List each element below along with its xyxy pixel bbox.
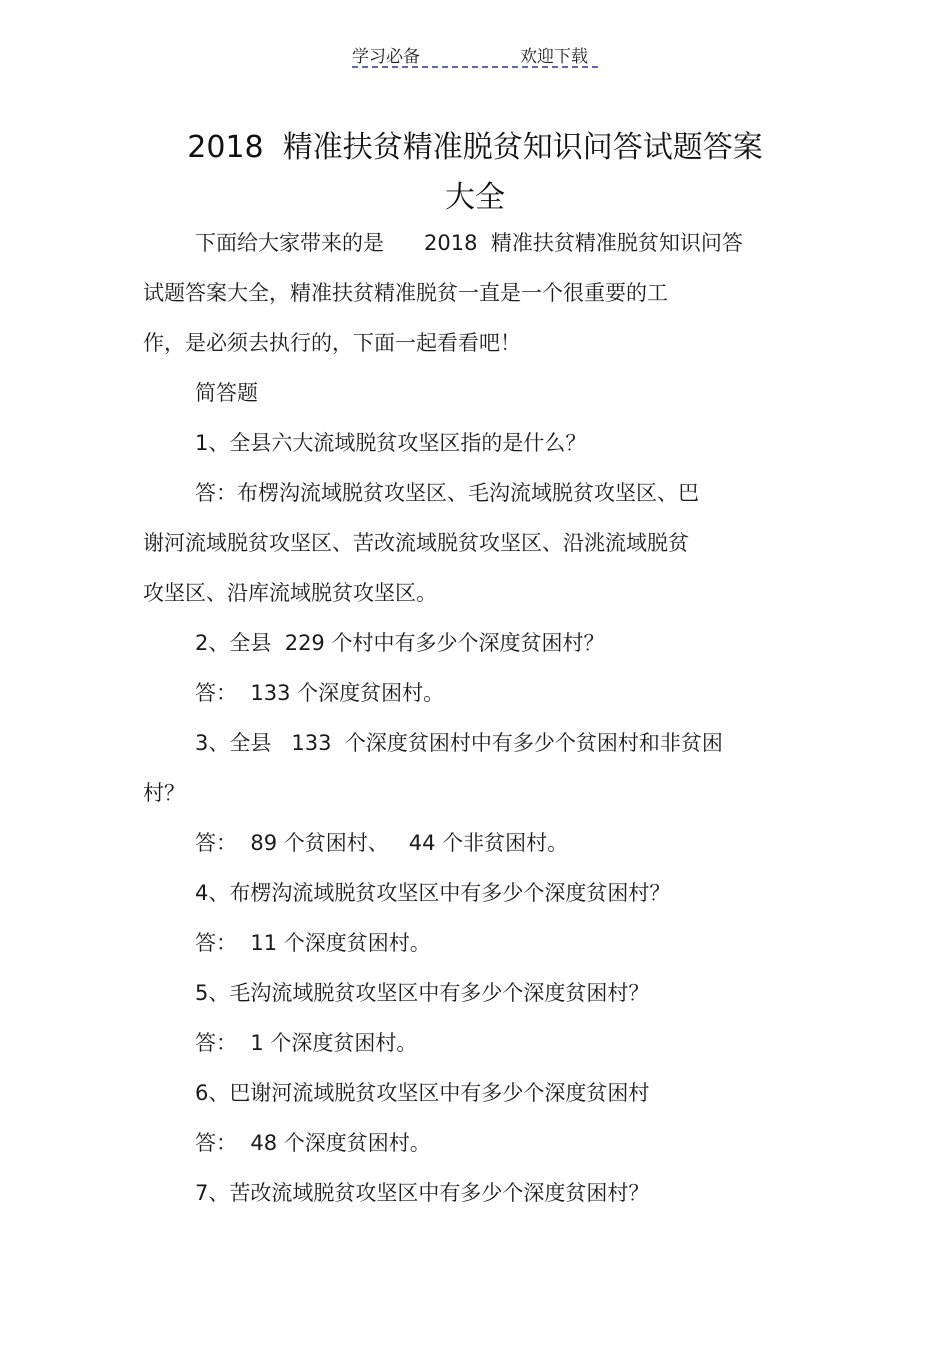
header-left-text: 学习必备 bbox=[352, 47, 420, 67]
body-line: 村？ bbox=[143, 781, 185, 805]
body-line: 答： 1 个深度贫困村。 bbox=[195, 1031, 418, 1055]
body-line: 答：布楞沟流域脱贫攻坚区、毛沟流域脱贫攻坚区、巴 bbox=[195, 481, 699, 505]
page-header bbox=[352, 40, 598, 68]
body-line: 1、全县六大流域脱贫攻坚区指的是什么？ bbox=[195, 431, 587, 455]
body-line: 答： 89 个贫困村、 44 个非贫困村。 bbox=[195, 831, 569, 855]
body-line: 答： 48 个深度贫困村。 bbox=[195, 1131, 431, 1155]
title-line-1: 2018 精准扶贫精准脱贫知识问答试题答案 bbox=[187, 130, 763, 165]
body-line: 答： 11 个深度贫困村。 bbox=[195, 931, 431, 955]
body-line: 攻坚区、沿库流域脱贫攻坚区。 bbox=[143, 581, 437, 605]
document-body bbox=[143, 218, 783, 1218]
body-line: 6、巴谢河流域脱贫攻坚区中有多少个深度贫困村 bbox=[195, 1081, 650, 1105]
body-line: 3、全县 133 个深度贫困村中有多少个贫困村和非贫困 bbox=[195, 731, 723, 755]
body-line: 谢河流域脱贫攻坚区、苦改流域脱贫攻坚区、沿洮流域脱贫 bbox=[143, 531, 689, 555]
body-line: 作，是必须去执行的，下面一起看看吧！ bbox=[143, 331, 521, 355]
body-line: 7、苦改流域脱贫攻坚区中有多少个深度贫困村？ bbox=[195, 1181, 650, 1205]
body-line: 2、全县 229 个村中有多少个深度贫困村？ bbox=[195, 631, 605, 655]
body-line: 下面给大家带来的是 2018 精准扶贫精准脱贫知识问答 bbox=[195, 231, 743, 255]
body-line: 简答题 bbox=[195, 381, 258, 405]
body-line: 5、毛沟流域脱贫攻坚区中有多少个深度贫困村？ bbox=[195, 981, 650, 1005]
header-right-text: 欢迎下载 bbox=[520, 47, 588, 67]
body-line: 试题答案大全，精准扶贫精准脱贫一直是一个很重要的工 bbox=[143, 281, 668, 305]
body-line: 答： 133 个深度贫困村。 bbox=[195, 681, 445, 705]
title-line-2: 大全 bbox=[445, 180, 505, 215]
document-title bbox=[140, 123, 810, 223]
body-line: 4、布楞沟流域脱贫攻坚区中有多少个深度贫困村？ bbox=[195, 881, 671, 905]
